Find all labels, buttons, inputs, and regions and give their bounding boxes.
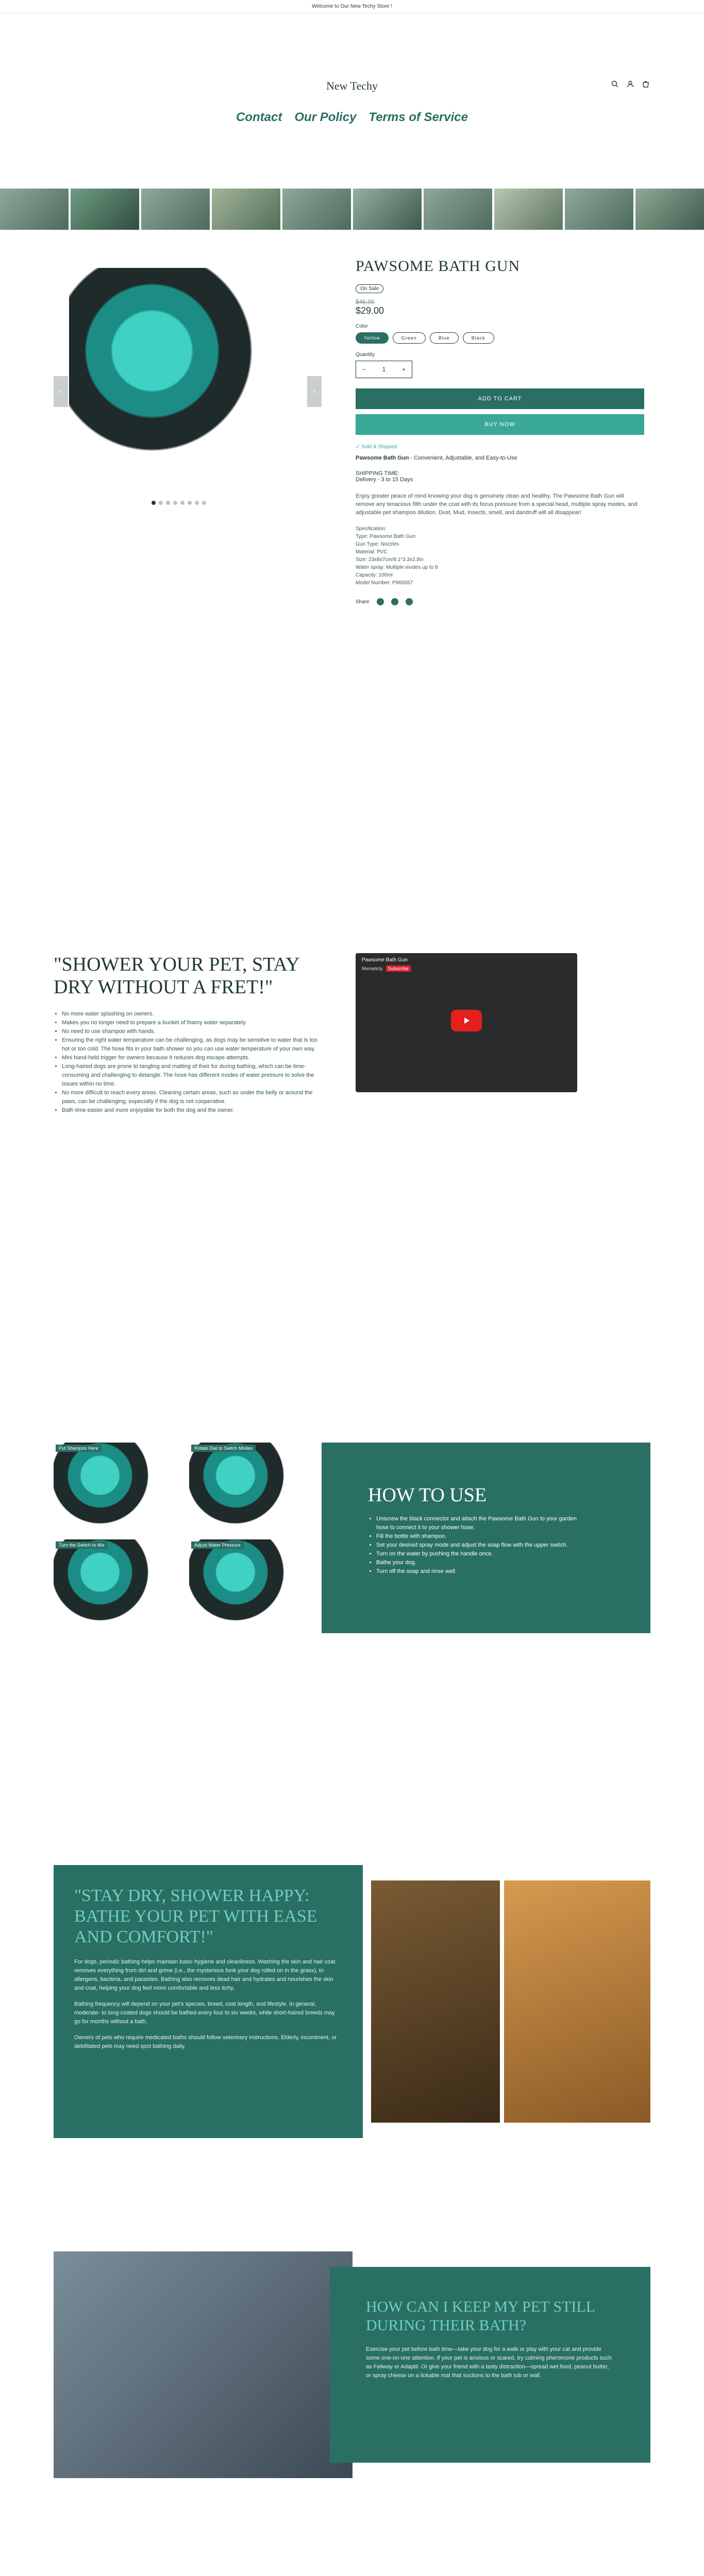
spec-line: Capacity: 100ml	[356, 572, 393, 578]
list-item: • No more water splashing on owners.	[62, 1010, 322, 1019]
dry-dog-image	[504, 1880, 650, 2123]
color-label: Color	[356, 324, 368, 329]
stay-dry-paragraph: Owners of pets who require medicated baths should follow veterinary instructions. Elderly, incontinent, or debilitated pets may need spot bathing daily.	[74, 2035, 337, 2049]
keep-pet-section	[330, 2267, 650, 2463]
gallery-dot[interactable]	[159, 501, 163, 505]
gallery-prev-button[interactable]	[54, 376, 68, 407]
gallery-dot[interactable]	[195, 501, 199, 505]
share-label: Share	[356, 599, 370, 605]
product-specs	[356, 525, 644, 587]
video-channel-row	[362, 965, 411, 972]
howto-steps	[368, 1515, 590, 1576]
spec-line: Material: PVC	[356, 549, 388, 555]
list-item: • Unscrew the black connector and attach the Pawsome Bath Gun to your garden hose to connect it to your shower hose.	[376, 1515, 590, 1532]
gallery-dot[interactable]	[173, 501, 177, 505]
product-title: PAWSOME BATH GUN	[356, 258, 521, 275]
list-item: • Ensuring the right water temperature can be challenging, as dogs may be sensitive to water that is too hot or too cold. The hose fits in your bath shower so you can use water temperature of your own way.	[62, 1036, 322, 1054]
stay-dry-title: "STAY DRY, SHOWER HAPPY: BATHE YOUR PET WITH EASE AND COMFORT!"	[74, 1886, 317, 1946]
product-main-image[interactable]	[69, 268, 306, 505]
buy-now-button[interactable]: BUY NOW	[356, 414, 644, 435]
howto-image	[189, 1539, 322, 1633]
product-price: $29.00	[356, 306, 384, 316]
list-item: • Fill the bottle with shampoo.	[376, 1532, 590, 1541]
howto-image	[54, 1539, 186, 1633]
nav-our-policy[interactable]: Our Policy	[294, 110, 357, 124]
stay-dry-paragraph: For dogs, periodic bathing helps maintain basic hygiene and cleanliness. Washing the skin and hair coat removes everything from dirt and grime (i.e., the mysterious funk your dog rolled on in the grass), to allergens, bacteria, and parasites. Bathing also removes dead hair and hydrates and nourishes the skin and coat, helping your dog feel more comfortable and less itchy.	[74, 1959, 336, 1991]
howto-image	[54, 1443, 186, 1536]
list-item: • Set your desired spray mode and adjust the soap flow with the upper switch.	[376, 1541, 590, 1550]
video-title: Pawsome Bath Gun	[362, 957, 408, 963]
shower-bullets	[54, 1010, 322, 1115]
strip-image	[141, 189, 210, 230]
account-icon[interactable]	[627, 80, 634, 88]
list-item: • Bath time easier and more enjoyable for both the dog and the owner.	[62, 1106, 322, 1115]
stock-note: ✓ Sold & Shipped	[356, 444, 397, 450]
video-player[interactable]	[356, 953, 577, 1092]
add-to-cart-button[interactable]: ADD TO CART	[356, 388, 644, 409]
strip-image	[212, 189, 280, 230]
spec-line: Type: Pawsome Bath Gun	[356, 534, 416, 539]
spec-line: Specification:	[356, 526, 387, 532]
spec-line: Size: 23x8x7cm/9.1*3.3x2.8in	[356, 557, 424, 563]
twitter-icon[interactable]	[391, 598, 398, 605]
site-header	[0, 13, 704, 124]
quantity-label: Quantity	[356, 352, 375, 358]
list-item: • Long-haired dogs are prone to tangling and matting of their fur during bathing, which can be time-consuming and challenging to detangle. The hose has different modes of water pressure to solve the issues within no time.	[62, 1062, 322, 1089]
quantity-minus-button[interactable]: −	[362, 366, 366, 373]
strip-image	[0, 189, 69, 230]
gallery-dot[interactable]	[188, 501, 192, 505]
howto-image-label: Put Shampoo Here	[56, 1445, 102, 1452]
header-icons	[611, 80, 649, 88]
video-channel: Memeticly	[362, 966, 383, 971]
product-gallery	[54, 258, 322, 515]
keep-pet-title: HOW CAN I KEEP MY PET STILL DURING THEIR BATH?	[366, 2298, 595, 2334]
gallery-dot[interactable]	[202, 501, 206, 505]
cart-icon[interactable]	[642, 80, 649, 88]
shower-title: "SHOWER YOUR PET, STAY DRY WITHOUT A FRET!"	[54, 954, 299, 998]
compare-price: $45.00	[356, 298, 375, 306]
color-options	[356, 332, 644, 344]
list-item: • No more difficult to reach every areas. Cleaning certain areas, such as under the belly or around the paws, can be challenging, especially if the dog is not cooperative.	[62, 1089, 322, 1106]
howto-image-label: Adjust Water Pressure	[191, 1541, 244, 1549]
wet-dog-image	[371, 1880, 500, 2123]
quantity-stepper	[356, 361, 412, 378]
strip-image	[71, 189, 139, 230]
howto-title: HOW TO USE	[368, 1484, 487, 1506]
list-item: • Turn on the water by pushing the handle once.	[376, 1550, 590, 1558]
howto-section	[54, 1443, 650, 1633]
share-row	[356, 598, 644, 605]
quantity-value[interactable]: 1	[382, 366, 386, 373]
gallery-dot[interactable]	[180, 501, 185, 505]
list-item: • Turn off the soap and rinse well.	[376, 1567, 590, 1576]
sale-badge: On Sale	[356, 284, 383, 293]
howto-image	[189, 1443, 322, 1536]
spec-line: Gun Type: Nozzles	[356, 541, 399, 547]
bathing-dog-image	[54, 2251, 353, 2478]
chevron-left-icon: ‹	[59, 387, 62, 396]
shower-section	[54, 953, 322, 1115]
list-item: • No need to use shampoo with hands.	[62, 1027, 322, 1036]
product-tagline	[356, 455, 644, 461]
pinterest-icon[interactable]	[406, 598, 413, 605]
gallery-dots	[152, 501, 206, 505]
video-subscribe-button[interactable]: Subscribe	[386, 965, 411, 972]
main-nav	[0, 110, 704, 125]
image-strip	[0, 189, 704, 230]
tagline-text: - Convenient, Adjustable, and Easy-to-Use	[409, 455, 517, 461]
strip-image	[424, 189, 492, 230]
search-icon[interactable]	[611, 80, 618, 88]
color-option-black[interactable]: Black	[463, 332, 494, 344]
list-item: • Makes you no longer need to prepare a bucket of foamy water separately.	[62, 1019, 322, 1027]
brand-logo[interactable]: New Techy	[326, 79, 378, 92]
quantity-plus-button[interactable]: +	[401, 366, 406, 373]
announcement-bar	[0, 0, 704, 13]
announcement-text: Welcome to Our New Techy Store !	[312, 4, 392, 9]
product-description: Enjoy greater peace of mind knowing your dog is genuinely clean and healthy. The Pawsome Bath Gun will remove any tenacious filth under the coat with its focus pressure from a special head, multiple spray modes, and adjustable pet shampoo dilution. Dust, Mud, Insects, smell, and dandruff will all disappear!	[356, 493, 638, 516]
color-option-green[interactable]: Green	[393, 332, 426, 344]
stay-dry-section	[54, 1865, 363, 2138]
shipping-title: SHIPPING TIME:	[356, 470, 399, 477]
nav-terms[interactable]: Terms of Service	[368, 110, 468, 124]
shipping-value: Delivery - 3 to 15 Days	[356, 477, 413, 483]
strip-image	[353, 189, 422, 230]
spec-line: Water spray: Multiple modes up to 8	[356, 565, 438, 570]
list-item: • Mini hand-held trigger for owners because it reduces dog escape attempts.	[62, 1054, 322, 1062]
play-icon[interactable]	[451, 1010, 482, 1031]
stay-dry-paragraph: Bathing frequency will depend on your pet's species, breed, coat length, and lifestyle. In general, moderate- to long-coated dogs should be bathed every four to six weeks, while short-haired breeds may go for months without a bath.	[74, 2001, 335, 2025]
strip-image	[282, 189, 351, 230]
product-info	[356, 258, 644, 605]
list-item: • Bathe your dog.	[376, 1558, 590, 1567]
color-option-yellow[interactable]: Yellow	[356, 332, 389, 344]
howto-image-grid	[54, 1443, 322, 1633]
chevron-right-icon: ›	[313, 387, 316, 396]
gallery-dot[interactable]	[166, 501, 170, 505]
tagline-bold: Pawsome Bath Gun	[356, 455, 409, 461]
strip-image	[635, 189, 704, 230]
howto-image-label: Turn the Switch to Mix	[56, 1541, 108, 1549]
facebook-icon[interactable]	[377, 598, 384, 605]
strip-image	[494, 189, 563, 230]
howto-image-label: Rotate Dial to Switch Modes	[191, 1445, 256, 1452]
gallery-dot[interactable]	[152, 501, 156, 505]
nav-contact[interactable]: Contact	[236, 110, 282, 124]
gallery-next-button[interactable]	[307, 376, 322, 407]
strip-image	[565, 189, 633, 230]
color-option-blue[interactable]: Blue	[430, 332, 459, 344]
keep-pet-body: Exercise your pet before bath time—take your dog for a walk or play with your cat and provide some one-on-one attention. If your pet is anxious or scared, try calming pheromone products such as Feliway or Adaptil. Or give your friend with a tasty distraction—spread wet food, peanut butter, or spray cheese on a lickable mat that suctions to the bath tub or wall.	[366, 2346, 612, 2379]
spec-line: Model Number: P965657	[356, 580, 413, 586]
